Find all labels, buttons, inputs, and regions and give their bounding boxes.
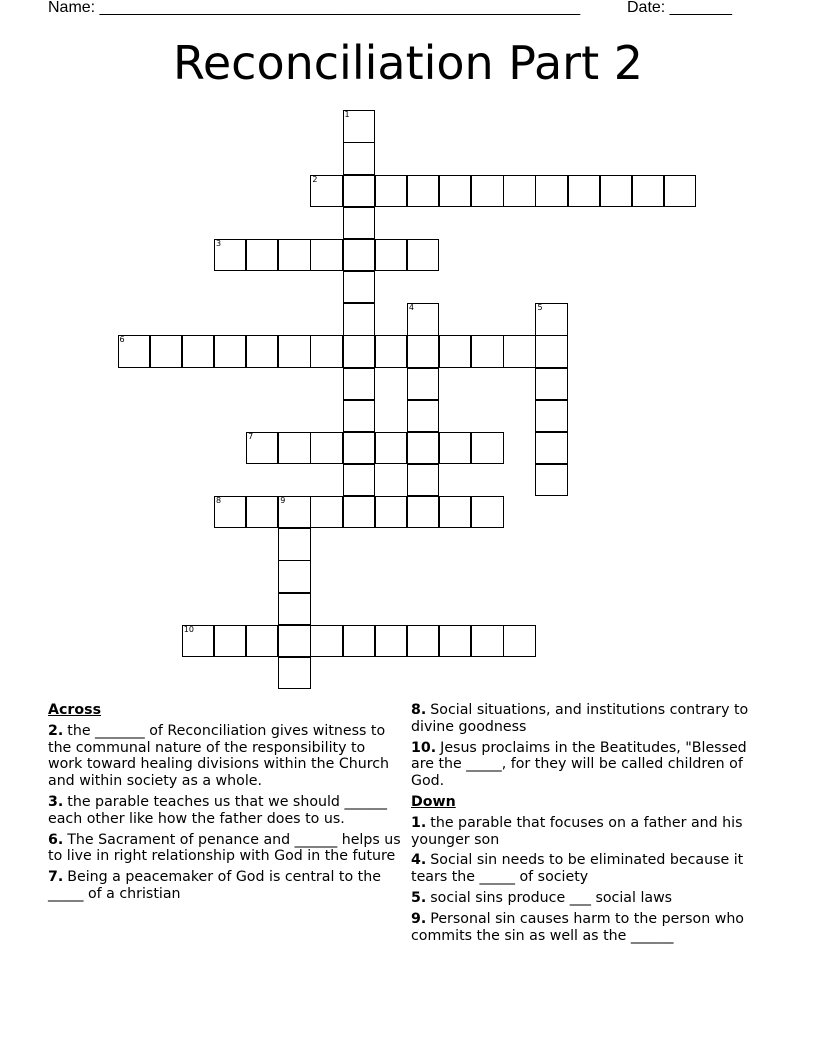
crossword-cell[interactable]: [278, 625, 310, 657]
across-clue: [48, 832, 404, 866]
crossword-cell[interactable]: [632, 175, 664, 207]
clue-number: 8.: [411, 702, 427, 718]
crossword-cell[interactable]: [664, 175, 696, 207]
crossword-cell[interactable]: [471, 335, 503, 367]
crossword-cell[interactable]: [471, 625, 503, 657]
crossword-cell[interactable]: [600, 175, 632, 207]
clue-number: 5.: [411, 889, 427, 906]
clue-text: social sins produce ___ social laws: [430, 889, 673, 906]
crossword-cell[interactable]: [503, 175, 535, 207]
crossword-cell[interactable]: [150, 335, 182, 367]
clue-text: the parable teaches us that we should ______ each other like how the father does to us.: [48, 793, 388, 827]
crossword-cell[interactable]: [568, 175, 600, 207]
crossword-cell[interactable]: [278, 432, 310, 464]
crossword-cell[interactable]: [439, 175, 471, 207]
crossword-cell[interactable]: [246, 335, 278, 367]
crossword-cell[interactable]: [246, 239, 278, 271]
crossword-cell[interactable]: [343, 175, 375, 207]
crossword-cell[interactable]: [503, 335, 535, 367]
clues-left-column: [48, 702, 404, 907]
crossword-cell[interactable]: [439, 432, 471, 464]
crossword-cell[interactable]: [343, 239, 375, 271]
crossword-cell[interactable]: [407, 368, 439, 400]
across-clue: [48, 869, 404, 903]
crossword-cell[interactable]: [278, 560, 310, 592]
crossword-cell[interactable]: [535, 368, 567, 400]
crossword-cell[interactable]: [471, 496, 503, 528]
crossword-cell[interactable]: [407, 400, 439, 432]
crossword-cell[interactable]: [343, 207, 375, 239]
down-clue: [411, 815, 771, 849]
clues-right-column: [411, 702, 771, 948]
crossword-cell[interactable]: [310, 496, 342, 528]
clue-text: the _______ of Reconciliation gives witness to the communal nature of the responsibility to work toward healing divisions within the Church and within society as a whole.: [48, 722, 390, 790]
crossword-cell[interactable]: [407, 175, 439, 207]
crossword-cell[interactable]: [343, 271, 375, 303]
crossword-cell[interactable]: [375, 496, 407, 528]
crossword-cell[interactable]: [343, 464, 375, 496]
down-clue: [411, 852, 771, 886]
crossword-cell[interactable]: [375, 432, 407, 464]
crossword-cell[interactable]: [535, 175, 567, 207]
down-clue: [411, 911, 771, 945]
crossword-cell[interactable]: [343, 110, 375, 142]
crossword-cell[interactable]: [407, 496, 439, 528]
crossword-cell[interactable]: [535, 400, 567, 432]
crossword-cell[interactable]: [214, 496, 246, 528]
crossword-cell[interactable]: [471, 432, 503, 464]
crossword-cell[interactable]: [343, 400, 375, 432]
crossword-cell[interactable]: [407, 432, 439, 464]
clue-text: Being a peacemaker of God is central to the _____ of a christian: [48, 869, 381, 902]
name-field: Name: ______________________________________________________: [48, 0, 581, 16]
clue-text: Jesus proclaims in the Beatitudes, "Blessed are the _____, for they will be called children of God.: [411, 739, 747, 790]
crossword-cell[interactable]: [310, 239, 342, 271]
crossword-cell[interactable]: [182, 625, 214, 657]
down-clue: [411, 890, 771, 907]
crossword-cell[interactable]: [343, 335, 375, 367]
crossword-cell[interactable]: [343, 496, 375, 528]
clue-number: 9.: [411, 910, 427, 927]
across-clue: [411, 740, 771, 790]
across-clue: [411, 702, 771, 736]
crossword-cell[interactable]: [214, 239, 246, 271]
crossword-cell[interactable]: [535, 303, 567, 335]
crossword-cell[interactable]: [375, 175, 407, 207]
cell-number: 1: [344, 110, 350, 120]
crossword-cell[interactable]: [310, 175, 342, 207]
cell-number: 5: [537, 303, 543, 313]
clue-number: 1.: [411, 814, 427, 831]
date-field: Date: _______: [627, 0, 732, 16]
crossword-cell[interactable]: [278, 657, 310, 689]
clue-number: 10.: [411, 739, 437, 756]
clue-text: Social situations, and institutions contrary to divine goodness: [411, 702, 749, 735]
clue-number: 7.: [48, 869, 64, 886]
across-heading: Across: [48, 702, 102, 718]
crossword-cell[interactable]: [503, 625, 535, 657]
crossword-cell[interactable]: [118, 335, 150, 367]
cell-number: 10: [183, 624, 194, 634]
crossword-cell[interactable]: [407, 464, 439, 496]
crossword-cell[interactable]: [375, 625, 407, 657]
crossword-cell[interactable]: [278, 335, 310, 367]
crossword-cell[interactable]: [246, 432, 278, 464]
clue-number: 3.: [48, 793, 64, 810]
across-clue: [48, 794, 404, 828]
crossword-cell[interactable]: [407, 239, 439, 271]
crossword-cell[interactable]: [343, 368, 375, 400]
crossword-cell[interactable]: [310, 335, 342, 367]
crossword-cell[interactable]: [278, 593, 310, 625]
crossword-cell[interactable]: [182, 335, 214, 367]
crossword-cell[interactable]: [214, 625, 246, 657]
crossword-cell[interactable]: [343, 625, 375, 657]
cell-number: 2: [312, 174, 318, 184]
crossword-cell[interactable]: [246, 625, 278, 657]
clue-text: Social sin needs to be eliminated because it tears the _____ of society: [411, 852, 744, 886]
crossword-cell[interactable]: [439, 335, 471, 367]
crossword-cell[interactable]: [407, 335, 439, 367]
cell-number: 9: [280, 496, 286, 506]
clue-text: The Sacrament of penance and ______ helps us to live in right relationship with God in the future: [48, 831, 401, 865]
page-title: Reconciliation Part 2: [172, 36, 644, 90]
crossword-cell[interactable]: [214, 335, 246, 367]
cell-number: 6: [119, 335, 125, 345]
cell-number: 4: [408, 303, 414, 313]
crossword-cell[interactable]: [343, 432, 375, 464]
crossword-cell[interactable]: [310, 625, 342, 657]
crossword-cell[interactable]: [439, 625, 471, 657]
crossword-cell[interactable]: [246, 496, 278, 528]
crossword-cell[interactable]: [407, 303, 439, 335]
crossword-cell[interactable]: [278, 239, 310, 271]
clue-number: 4.: [411, 852, 427, 869]
crossword-cell[interactable]: [278, 496, 310, 528]
clue-number: 6.: [48, 831, 64, 848]
cell-number: 3: [215, 238, 222, 248]
clue-text: Personal sin causes harm to the person who commits the sin as well as the ______: [411, 910, 744, 944]
crossword-cell[interactable]: [278, 528, 310, 560]
crossword-cell[interactable]: [343, 142, 375, 174]
cell-number: 8: [215, 496, 222, 506]
crossword-cell[interactable]: [343, 303, 375, 335]
crossword-cell[interactable]: [535, 432, 567, 464]
crossword-cell[interactable]: [471, 175, 503, 207]
crossword-cell[interactable]: [375, 239, 407, 271]
crossword-cell[interactable]: [535, 335, 567, 367]
clue-number: 2.: [48, 722, 64, 739]
crossword-cell[interactable]: [310, 432, 342, 464]
crossword-cell[interactable]: [535, 464, 567, 496]
crossword-cell[interactable]: [439, 496, 471, 528]
clue-text: the parable that focuses on a father and his younger son: [411, 814, 743, 848]
crossword-cell[interactable]: [375, 335, 407, 367]
across-clue: [48, 723, 404, 790]
down-heading: Down: [411, 793, 456, 810]
cell-number: 7: [248, 431, 254, 441]
crossword-cell[interactable]: [407, 625, 439, 657]
